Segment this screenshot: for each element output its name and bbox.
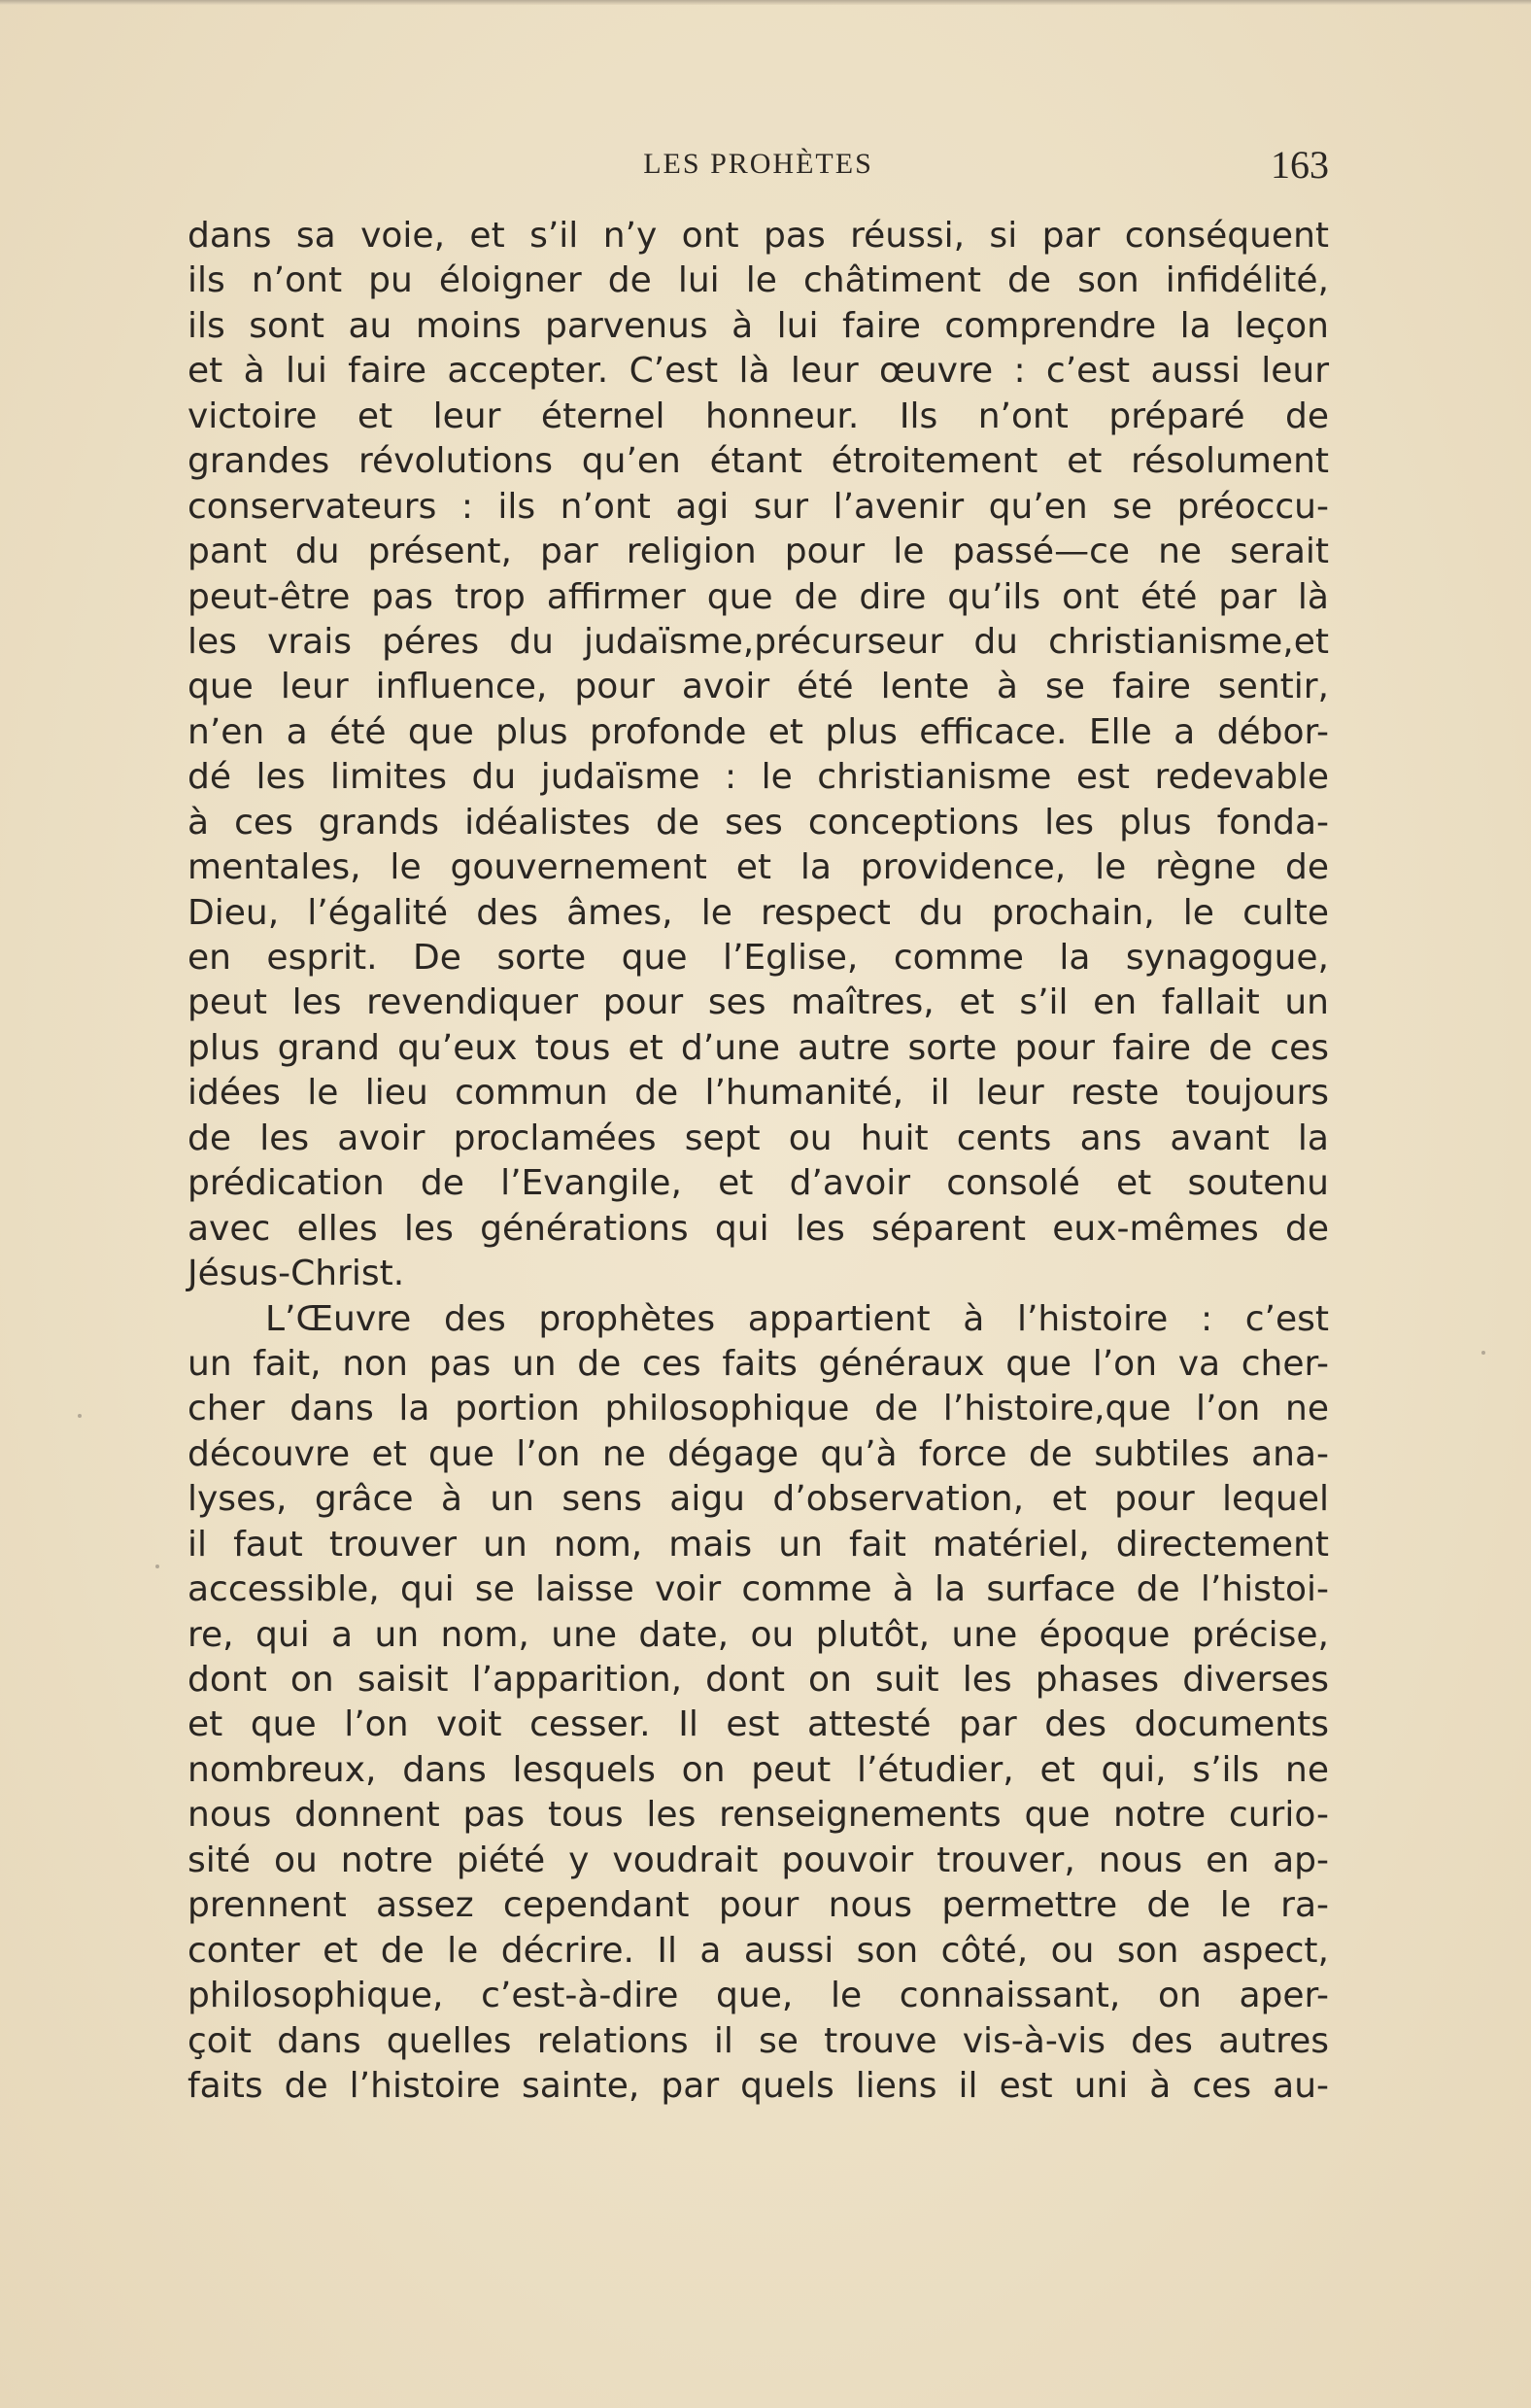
text-line: idées le lieu commun de l’humanité, il leur reste toujours xyxy=(187,1073,1329,1114)
running-head xyxy=(187,143,1329,187)
text-line: dé les limites du judaïsme : le christianisme est redevable xyxy=(187,757,1329,798)
text-line: un fait, non pas un de ces faits généraux que l’on va cher- xyxy=(187,1343,1329,1384)
text-line: pant du présent, par religion pour le passé—ce ne serait xyxy=(187,532,1329,572)
text-line: avec elles les générations qui les séparent eux-mêmes de xyxy=(187,1208,1329,1249)
paper-speck xyxy=(155,1565,159,1568)
text-line: et à lui faire accepter. C’est là leur œuvre : c’est aussi leur xyxy=(187,351,1329,392)
text-line: que leur influence, pour avoir été lente à se faire sentir, xyxy=(187,667,1329,707)
running-title: LES PROHÈTES xyxy=(643,148,873,180)
text-line: dont on saisit l’apparition, dont on suit les phases diverses xyxy=(187,1660,1329,1700)
text-line: faits de l’histoire sainte, par quels liens il est uni à ces au- xyxy=(187,2065,1329,2106)
text-line: accessible, qui se laisse voir comme à la surface de l’histoi- xyxy=(187,1569,1329,1610)
text-line: peut les revendiquer pour ses maîtres, et s’il en fallait un xyxy=(187,982,1329,1023)
text-line: mentales, le gouvernement et la providence, le règne de xyxy=(187,847,1329,888)
text-line: découvre et que l’on ne dégage qu’à force de subtiles ana- xyxy=(187,1433,1329,1474)
text-line: à ces grands idéalistes de ses conceptions les plus fonda- xyxy=(187,802,1329,843)
text-line: et que l’on voit cesser. Il est attesté par des documents xyxy=(187,1704,1329,1745)
text-line: de les avoir proclamées sept ou huit cents ans avant la xyxy=(187,1118,1329,1158)
text-line: sité ou notre piété y voudrait pouvoir trouver, nous en ap- xyxy=(187,1840,1329,1880)
text-line: les vrais péres du judaïsme,précurseur du christianisme,et xyxy=(187,621,1329,662)
text-line: philosophique, c’est-à-dire que, le connaissant, on aper- xyxy=(187,1976,1329,2016)
text-line: peut-être pas trop affirmer que de dire qu’ils ont été par là xyxy=(187,576,1329,617)
text-line: ils sont au moins parvenus à lui faire comprendre la leçon xyxy=(187,305,1329,346)
paragraph-start-line: L’Œuvre des prophètes appartient à l’histoire : c’est xyxy=(265,1298,1329,1339)
page-top-edge xyxy=(0,0,1531,5)
body-text xyxy=(187,214,1329,2109)
text-line: grandes révolutions qu’en étant étroitement et résolument xyxy=(187,441,1329,482)
text-line: victoire et leur éternel honneur. Ils n’ont préparé de xyxy=(187,396,1329,436)
text-line: lyses, grâce à un sens aigu d’observation, et pour lequel xyxy=(187,1479,1329,1520)
text-line: en esprit. De sorte que l’Eglise, comme la synagogue, xyxy=(187,938,1329,978)
text-line: Dieu, l’égalité des âmes, le respect du prochain, le culte xyxy=(187,892,1329,933)
text-line: prennent assez cependant pour nous permettre de le ra- xyxy=(187,1885,1329,1926)
text-line: plus grand qu’eux tous et d’une autre sorte pour faire de ces xyxy=(187,1027,1329,1068)
text-line: cher dans la portion philosophique de l’histoire,que l’on ne xyxy=(187,1389,1329,1429)
paper-speck xyxy=(1481,1351,1485,1355)
text-line: conter et de le décrire. Il a aussi son côté, ou son aspect, xyxy=(187,1930,1329,1971)
text-line: il faut trouver un nom, mais un fait matériel, directement xyxy=(187,1524,1329,1565)
text-line: nous donnent pas tous les renseignements que notre curio- xyxy=(187,1795,1329,1836)
paper-speck xyxy=(78,1414,82,1418)
text-line: nombreux, dans lesquels on peut l’étudier, et qui, s’ils ne xyxy=(187,1749,1329,1790)
text-line: ils n’ont pu éloigner de lui le châtiment de son infidélité, xyxy=(187,260,1329,301)
text-line: conservateurs : ils n’ont agi sur l’avenir qu’en se préoccu- xyxy=(187,486,1329,527)
text-line: dans sa voie, et s’il n’y ont pas réussi, si par conséquent xyxy=(187,216,1329,256)
text-line: prédication de l’Evangile, et d’avoir consolé et soutenu xyxy=(187,1163,1329,1204)
text-line: çoit dans quelles relations il se trouve vis-à-vis des autres xyxy=(187,2020,1329,2061)
paragraph-end-line: Jésus-Christ. xyxy=(187,1254,405,1294)
text-line: n’en a été que plus profonde et plus efficace. Elle a débor- xyxy=(187,711,1329,752)
text-line: re, qui a un nom, une date, ou plutôt, une époque précise, xyxy=(187,1614,1329,1655)
page-number: 163 xyxy=(1271,143,1329,187)
